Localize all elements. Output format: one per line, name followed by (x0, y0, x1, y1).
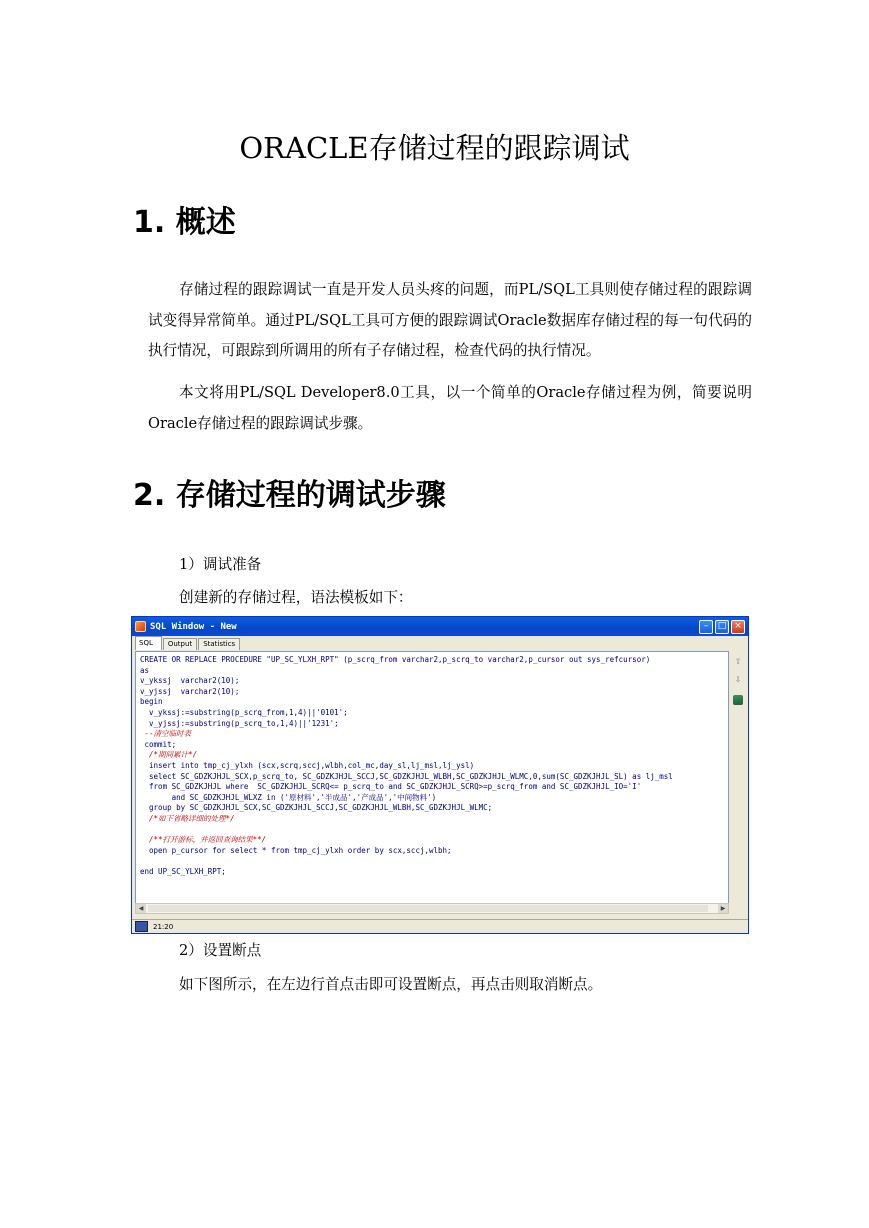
scroll-left-icon[interactable]: ◀ (136, 904, 146, 913)
document-title: ORACLE存储过程的跟踪调试 (239, 131, 630, 165)
maximize-button[interactable]: □ (715, 620, 729, 634)
tab-output[interactable]: Output (163, 638, 197, 650)
tab-statistics[interactable]: Statistics (198, 638, 240, 650)
sql-window-screenshot (131, 616, 749, 934)
tab-sql[interactable]: SQL (135, 636, 162, 650)
code-line[interactable]: /*期间累计*/ (140, 750, 198, 760)
code-line[interactable]: CREATE OR REPLACE PROCEDURE "UP_SC_YLXH_RPT" (p_scrq_from varchar2,p_scrq_to varchar2,p_cursor out sys_refcursor) (140, 655, 651, 664)
code-line[interactable]: v_yjssj varchar2(10); (140, 686, 240, 696)
code-line[interactable]: as (140, 665, 150, 675)
code-line[interactable]: commit; (140, 739, 177, 749)
section-1-paragraph-2: 本文将用PL/SQL Developer8.0工具，以一个简单的Oracle存储过程为例，简要说明Oracle存储过程的跟踪调试步骤。 (148, 384, 752, 432)
code-line[interactable]: select SC_GDZKJHJL_SCX,p_scrq_to, SC_GDZKJHJL_SCCJ,SC_GDZKJHJL_WLBH,SC_GDZKJHJL_WLMC,0,sum(SC_GDZKJHJL_SL) as lj_msl (140, 771, 673, 781)
sql-code (136, 652, 728, 877)
sql-window-titlebar (132, 617, 748, 636)
code-line[interactable]: from SC_GDZKJHJL where SC_GDZKJHJL_SCRQ<= p_scrq_to and SC_GDZKJHJL_SCRQ>=p_scrq_from and SC_GDZKJHJL_IO='I' (140, 782, 642, 792)
sql-window-tabs (132, 636, 748, 650)
code-line[interactable]: /*如下省略详细的处理*/ (140, 813, 235, 823)
close-button[interactable]: × (731, 620, 745, 634)
code-line[interactable]: v_yjssj:=substring(p_scrq_to,1,4)||'1231'; (140, 718, 339, 728)
horizontal-scrollbar[interactable] (135, 903, 729, 914)
minimize-button[interactable]: – (699, 620, 713, 634)
side-toolbar (730, 651, 746, 906)
step-1-label: 1）调试准备 (179, 556, 262, 573)
scroll-right-icon[interactable]: ▶ (718, 904, 728, 913)
section-2-heading: 2. 存储过程的调试步骤 (133, 478, 446, 513)
code-line[interactable]: begin (140, 697, 163, 707)
step-1-text: 创建新的存储过程，语法模板如下： (179, 589, 413, 606)
status-icon (135, 921, 148, 932)
step-2-text: 如下图所示，在左边行首点击即可设置断点，再点击则取消断点。 (179, 976, 603, 993)
sql-window-title: SQL Window - New (150, 621, 237, 632)
code-line[interactable]: /**打开游标，并返回查询结果**/ (140, 835, 267, 845)
status-bar (132, 919, 748, 933)
step-2-label: 2）设置断点 (179, 942, 262, 959)
section-1-paragraph-1: 存储过程的跟踪调试一直是开发人员头疼的问题，而PL/SQL工具则使存储过程的跟踪调试变得异常简单。通过PL/SQL工具可方便的跟踪调试Oracle数据库存储过程的每一句代码的执行情况，可跟踪到所调用的所有子存储过程，检查代码的执行情况。 (148, 281, 752, 359)
scroll-thumb[interactable] (148, 905, 708, 912)
code-line[interactable] (140, 825, 728, 836)
section-1-heading: 1. 概述 (133, 205, 236, 240)
app-icon (135, 621, 146, 632)
code-line[interactable]: v_ykssj:=substring(p_scrq_from,1,4)||'0101'; (140, 707, 348, 717)
code-line[interactable]: end UP_SC_YLXH_RPT; (140, 866, 226, 876)
database-icon[interactable] (733, 695, 743, 705)
code-line[interactable]: --清空临时表 (140, 729, 192, 739)
sql-editor[interactable] (135, 651, 729, 913)
code-line[interactable] (140, 856, 728, 867)
code-line[interactable]: open p_cursor for select * from tmp_cj_ylxh order by scx,sccj,wlbh; (140, 845, 452, 855)
arrow-up-icon[interactable]: ⇧ (734, 657, 742, 666)
code-line[interactable]: and SC_GDZKJHJL_WLXZ in ('原材料','半成品','产成品','中间物料') (140, 792, 437, 802)
code-line[interactable]: group by SC_GDZKJHJL_SCX,SC_GDZKJHJL_SCCJ,SC_GDZKJHJL_WLBH,SC_GDZKJHJL_WLMC; (140, 803, 493, 813)
arrow-down-icon[interactable]: ⇩ (734, 675, 742, 684)
code-line[interactable]: insert into tmp_cj_ylxh (scx,scrq,sccj,wlbh,col_mc,day_sl,lj_msl,lj_ysl) (140, 760, 475, 770)
code-line[interactable]: v_ykssj varchar2(10); (140, 676, 240, 686)
cursor-position: 21:20 (153, 922, 174, 931)
